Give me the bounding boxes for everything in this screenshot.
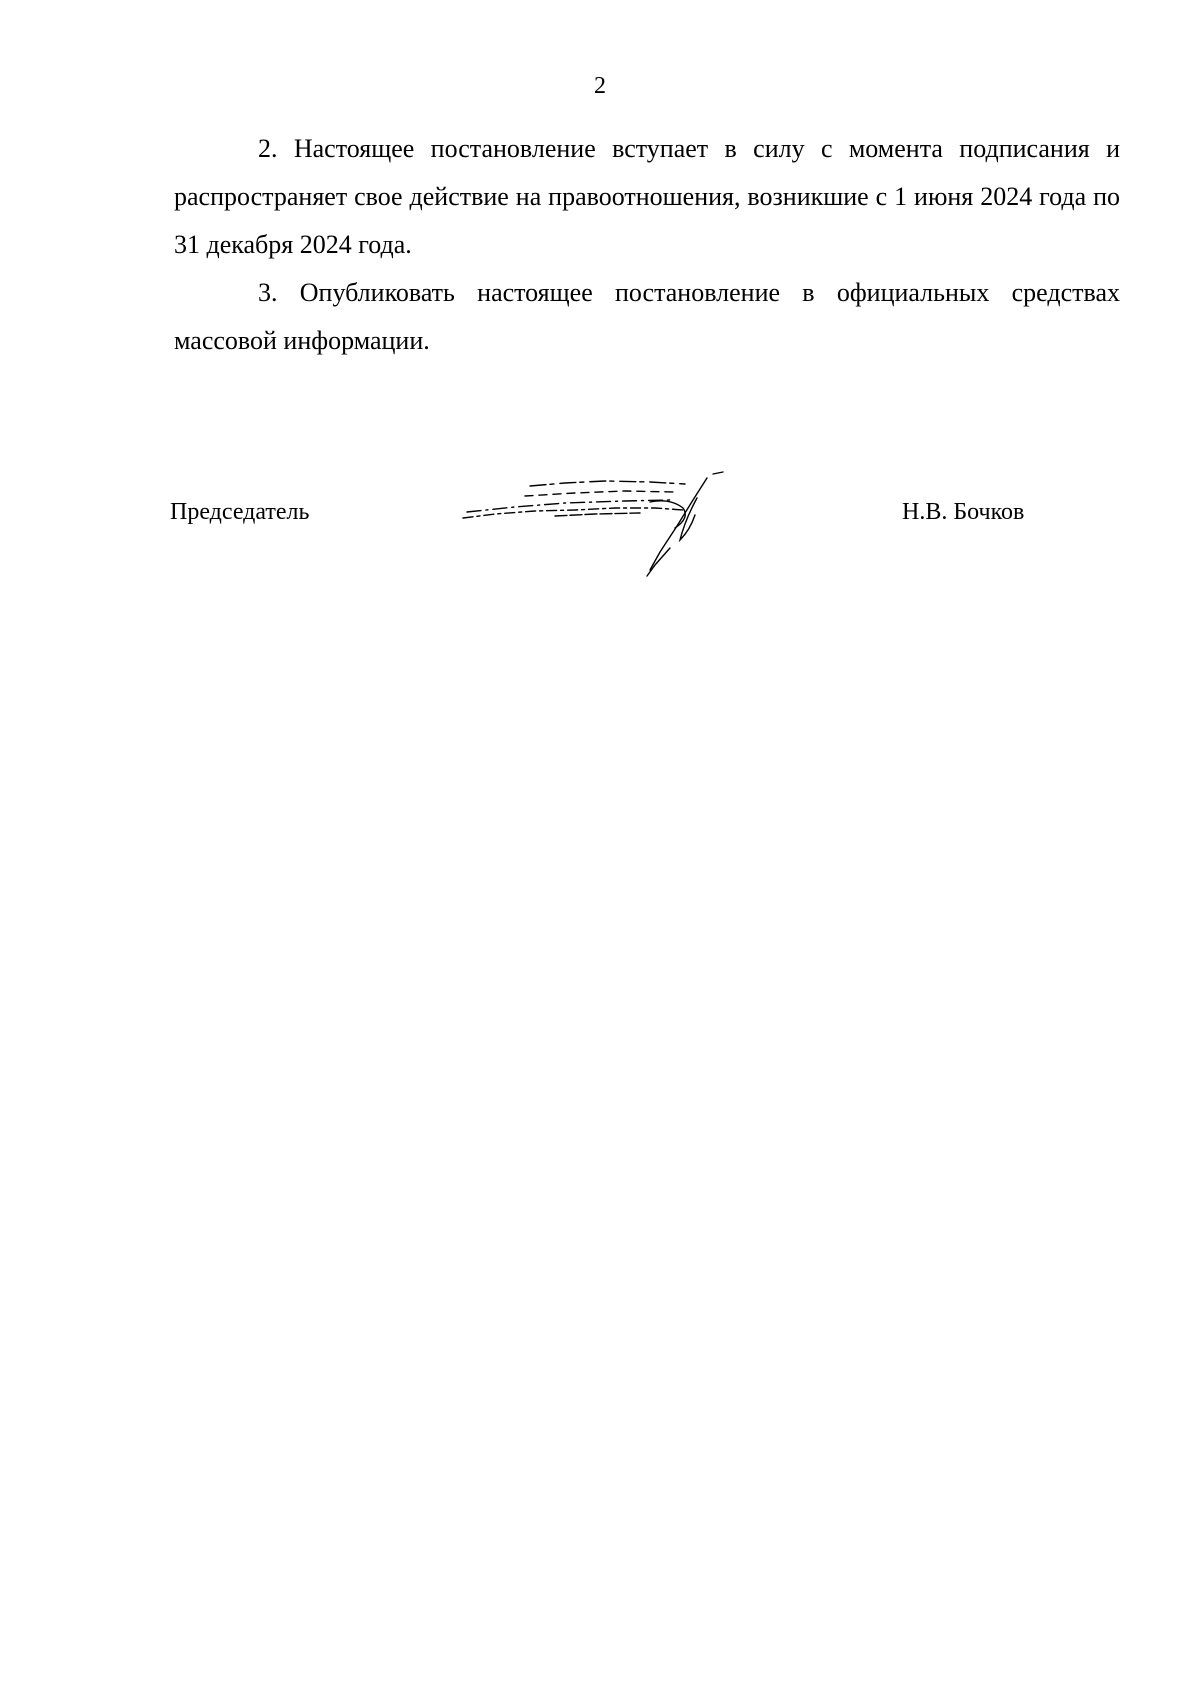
paragraph-effective-date: 2. Настоящее постановление вступает в силу с момента подписания и распространяет свое действие на правоотношения, возникшие с 1 июня 2024 года по 31 декабря 2024 года. (174, 134, 1120, 259)
signature-block (0, 470, 1200, 580)
paragraph-publication: 3. Опубликовать настоящее постановление в официальных средствах массовой информации. (174, 278, 1120, 355)
handwritten-signature-icon (455, 470, 765, 580)
document-body (174, 125, 1120, 365)
signatory-position: Председатель (170, 499, 310, 525)
signatory-name: Н.В. Бочков (902, 499, 1025, 525)
page-number: 2 (594, 73, 606, 99)
